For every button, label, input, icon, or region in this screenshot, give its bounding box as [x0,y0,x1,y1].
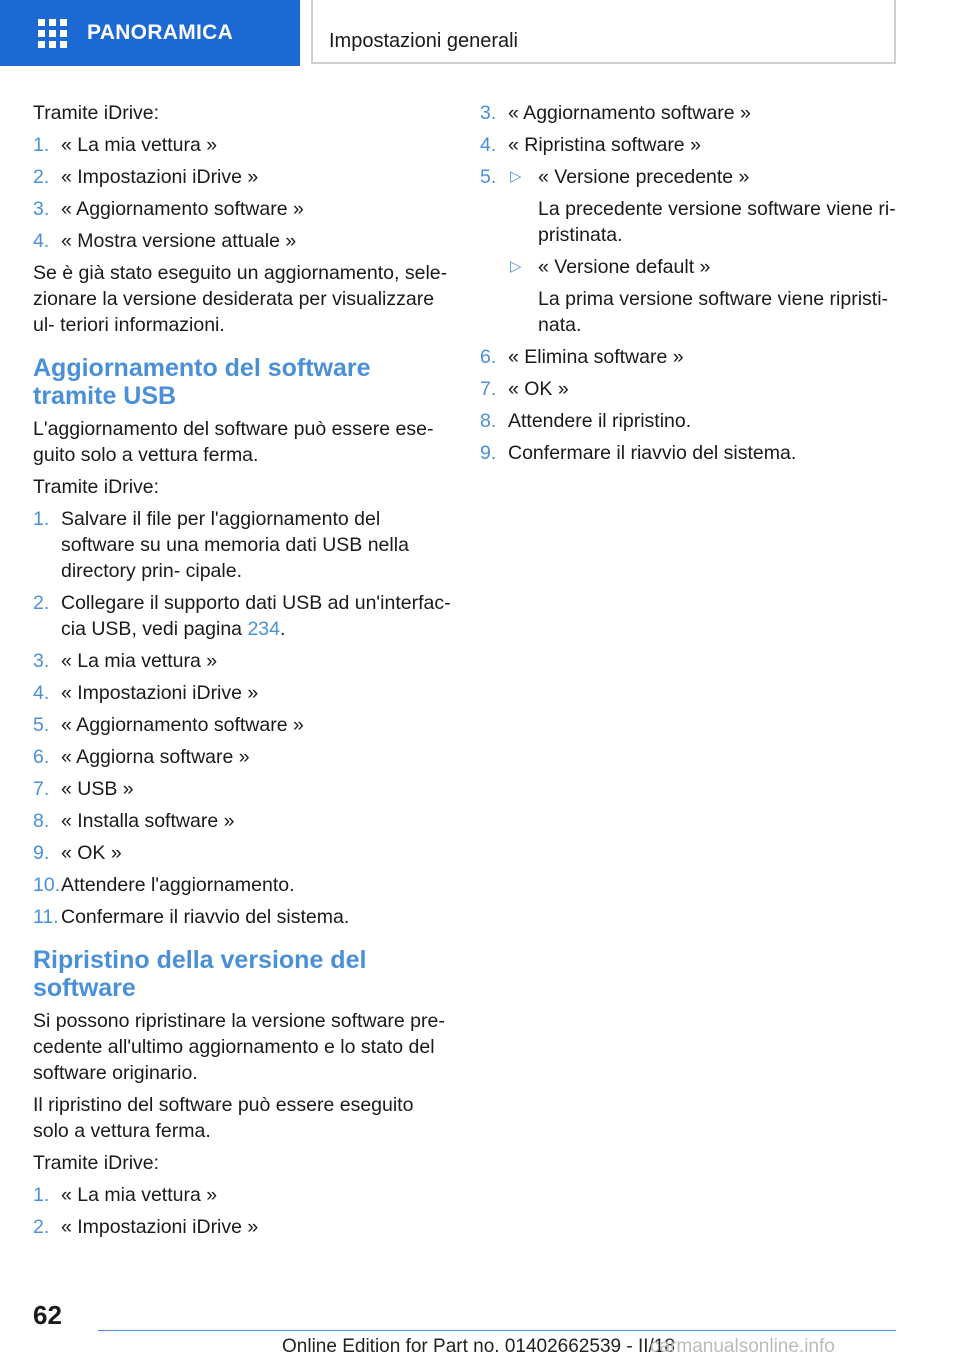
list-item: 3. « La mia vettura » [33,650,218,672]
page-link[interactable]: 234 [247,618,280,640]
list-item: 4. « Ripristina software » [480,134,701,156]
list-item: 3. « Aggiornamento software » [33,198,304,220]
restore-text-2: Il ripristino del software può essere eseguito solo a vettura ferma. [33,1094,414,1142]
triangle-bullet-icon: ▷ [510,258,522,275]
section-title: Impostazioni generali [311,0,896,64]
restore-steps-list [33,1182,451,1240]
list-item: 4. « Mostra versione attuale » [33,230,297,252]
restore-steps-continued [480,100,898,466]
footer-divider [98,1330,896,1331]
sub-list-item: ▷ « Versione default » La prima versione software viene ripristi- nata. [510,256,889,336]
intro-label: Tramite iDrive: [33,102,160,124]
list-item: 9. Confermare il riavvio del sistema. [480,442,797,464]
list-item: 3. « Aggiornamento software » [480,102,751,124]
usb-label: Tramite iDrive: [33,476,160,498]
usb-heading: Aggiornamento del software tramite USB [33,354,371,410]
note-paragraph: Se è già stato eseguito un aggiornamento, sele- zionare la versione desiderata per visualizzare ul- teriori informazioni. [33,262,448,336]
list-item: 1. Salvare il file per l'aggiornamento del software su una memoria dati USB nella directory prin- cipale. [33,508,409,582]
left-column [33,100,451,1246]
watermark: carmanualsonline.info [650,1336,835,1357]
list-item: 1. « La mia vettura » [33,1184,218,1206]
panoramica-nav-button[interactable] [0,0,300,66]
restore-heading: Ripristino della versione del software [33,946,367,1002]
grid-menu-icon [38,19,67,48]
list-item: 1. « La mia vettura » [33,134,218,156]
nav-label: PANORAMICA [87,21,234,44]
usb-steps-list [33,506,451,930]
list-item: 7. « USB » [33,778,134,800]
restore-label: Tramite iDrive: [33,1152,160,1174]
sub-list-item: ▷ « Versione precedente » La precedente versione software viene ri- pristinata. [510,166,896,246]
right-column [480,100,898,472]
list-item: 5. ▷ « Versione precedente » La precedente versione software viene ri- pristinata. ▷ « Versione default » La prima versione software viene ripristi- nata. [480,164,898,338]
list-item: 10. Attendere l'aggiornamento. [33,874,295,896]
triangle-bullet-icon: ▷ [510,168,522,185]
page-header [0,0,960,66]
list-item: 2. « Impostazioni iDrive » [33,1216,259,1238]
list-item: 5. « Aggiornamento software » [33,714,304,736]
list-item: 11. Confermare il riavvio del sistema. [33,906,350,928]
edition-text: Online Edition for Part no. 01402662539 - II/18 [282,1336,675,1357]
list-item: 4. « Impostazioni iDrive » [33,682,259,704]
list-item: 2. Collegare il supporto dati USB ad un'interfac- cia USB, vedi pagina 234. [33,592,451,640]
usb-text: L'aggiornamento del software può essere ese- guito solo a vettura ferma. [33,418,434,466]
list-item: 8. Attendere il ripristino. [480,410,692,432]
steps-list-a [33,132,451,254]
list-item: 6. « Aggiorna software » [33,746,250,768]
page-number: 62 [33,1300,62,1330]
list-item: 6. « Elimina software » [480,346,684,368]
list-item: 9. « OK » [33,842,122,864]
restore-text-1: Si possono ripristinare la versione software pre- cedente all'ultimo aggiornamento e lo stato del software originario. [33,1010,445,1084]
version-options [508,164,898,338]
list-item: 8. « Installa software » [33,810,235,832]
list-item: 7. « OK » [480,378,569,400]
list-item: 2. « Impostazioni iDrive » [33,166,259,188]
